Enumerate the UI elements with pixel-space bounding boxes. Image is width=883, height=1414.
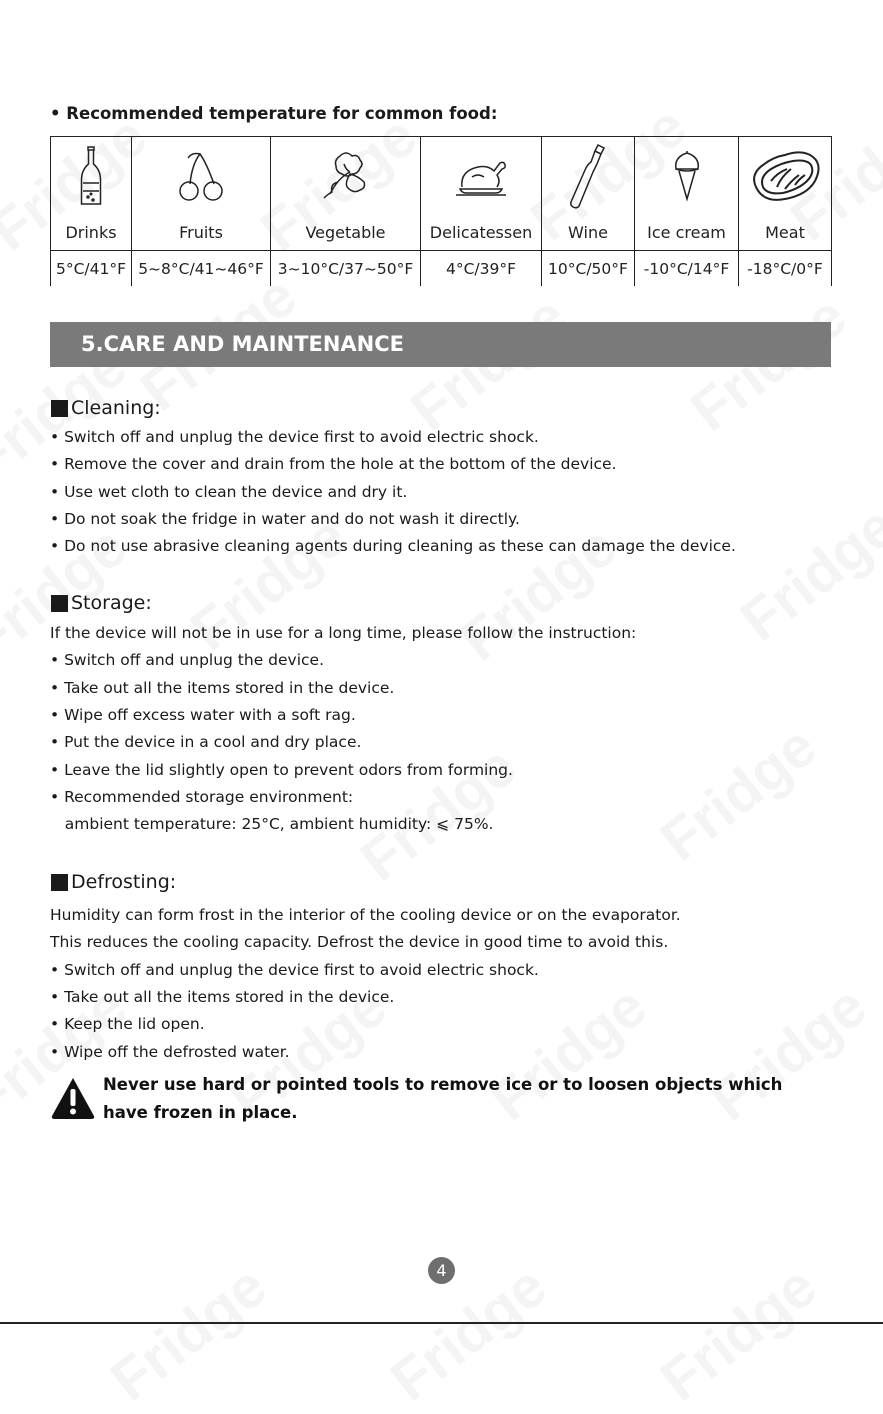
bottle-icon (79, 145, 103, 207)
watermark-text (348, 733, 529, 895)
vegetable-cell (271, 137, 421, 216)
food-temp: 5~8°C/41~46°F (132, 251, 271, 287)
steak-icon (747, 147, 823, 205)
list-item: • Take out all the items stored in the device. (50, 678, 395, 697)
warning-line-1: Never use hard or pointed tools to remove ice or to loosen objects which (103, 1075, 783, 1094)
list-item: • Do not use abrasive cleaning agents during cleaning as these can damage the device. (50, 537, 736, 556)
list-item: • Use wet cloth to clean the device and dry it. (50, 482, 408, 501)
cleaning-heading-text: Cleaning: (71, 397, 161, 419)
food-name: Vegetable (271, 215, 421, 251)
list-item: • Leave the lid slightly open to prevent odors from forming. (50, 760, 513, 779)
roast-chicken-icon (454, 153, 508, 199)
drinks-cell (51, 137, 132, 216)
food-temp: 3~10°C/37~50°F (271, 251, 421, 287)
list-item: • Put the device in a cool and dry place. (50, 733, 362, 752)
food-temp-heading (50, 104, 497, 123)
section-banner (50, 322, 831, 367)
storage-heading (51, 592, 152, 614)
food-name: Drinks (51, 215, 132, 251)
vegetable-icon (320, 150, 372, 202)
cleaning-heading (51, 397, 161, 419)
meat-cell (739, 137, 832, 216)
food-temperature-table (50, 136, 832, 286)
list-item: • Wipe off the defrosted water. (50, 1042, 290, 1061)
watermark-text (378, 1253, 559, 1414)
list-item: • Keep the lid open. (50, 1015, 205, 1034)
list-item: • Remove the cover and drain from the hole at the bottom of the device. (50, 455, 617, 474)
warning-message (103, 1071, 782, 1127)
food-temp: -18°C/0°F (739, 251, 832, 287)
list-item: • Recommended storage environment: (50, 787, 354, 806)
name-row (51, 215, 832, 251)
food-temp: 4°C/39°F (421, 251, 542, 287)
wine-bottle-icon (568, 143, 608, 209)
ice-cream-icon (671, 149, 703, 203)
ice-cream-cell (635, 137, 739, 216)
watermark-text (648, 713, 829, 875)
food-name: Ice cream (635, 215, 739, 251)
food-temp: -10°C/14°F (635, 251, 739, 287)
list-item: ambient temperature: 25°C, ambient humidity: ⩽ 75%. (50, 815, 494, 834)
watermark-text (98, 1253, 279, 1414)
list-item: This reduces the cooling capacity. Defrost the device in good time to avoid this. (50, 933, 669, 952)
warning-line-2: have frozen in place. (103, 1103, 298, 1122)
watermark-text (728, 493, 883, 655)
list-item: Humidity can form frost in the interior of the cooling device or on the evaporator. (50, 906, 681, 924)
list-item: • Take out all the items stored in the device. (50, 987, 395, 1006)
defrosting-heading (51, 871, 176, 893)
food-temp: 10°C/50°F (542, 251, 635, 287)
temperature-row (51, 251, 832, 287)
bullet: • (50, 104, 61, 123)
section-title: 5.CARE AND MAINTENANCE (81, 332, 405, 356)
wine-cell (542, 137, 635, 216)
delicatessen-cell (421, 137, 542, 216)
square-bullet-icon (51, 874, 68, 891)
page-number: 4 (428, 1257, 455, 1284)
list-item: • Switch off and unplug the device. (50, 651, 325, 670)
icon-row (51, 137, 832, 216)
food-name: Wine (542, 215, 635, 251)
watermark-text (648, 1253, 829, 1414)
square-bullet-icon (51, 400, 68, 417)
list-item: If the device will not be in use for a long time, please follow the instruction: (50, 624, 637, 642)
heading-text: Recommended temperature for common food: (66, 104, 498, 123)
food-name: Fruits (132, 215, 271, 251)
food-name: Meat (739, 215, 832, 251)
cherries-icon (176, 150, 226, 202)
fruits-cell (132, 137, 271, 216)
warning-icon (50, 1076, 96, 1124)
list-item: • Switch off and unplug the device first to avoid electric shock. (50, 960, 539, 979)
food-name: Delicatessen (421, 215, 542, 251)
square-bullet-icon (51, 595, 68, 612)
list-item: • Switch off and unplug the device first to avoid electric shock. (50, 428, 539, 446)
defrosting-heading-text: Defrosting: (71, 871, 177, 893)
storage-heading-text: Storage: (71, 592, 152, 614)
list-item: • Do not soak the fridge in water and do not wash it directly. (50, 509, 520, 528)
food-temp: 5°C/41°F (51, 251, 132, 287)
list-item: • Wipe off excess water with a soft rag. (50, 705, 356, 724)
